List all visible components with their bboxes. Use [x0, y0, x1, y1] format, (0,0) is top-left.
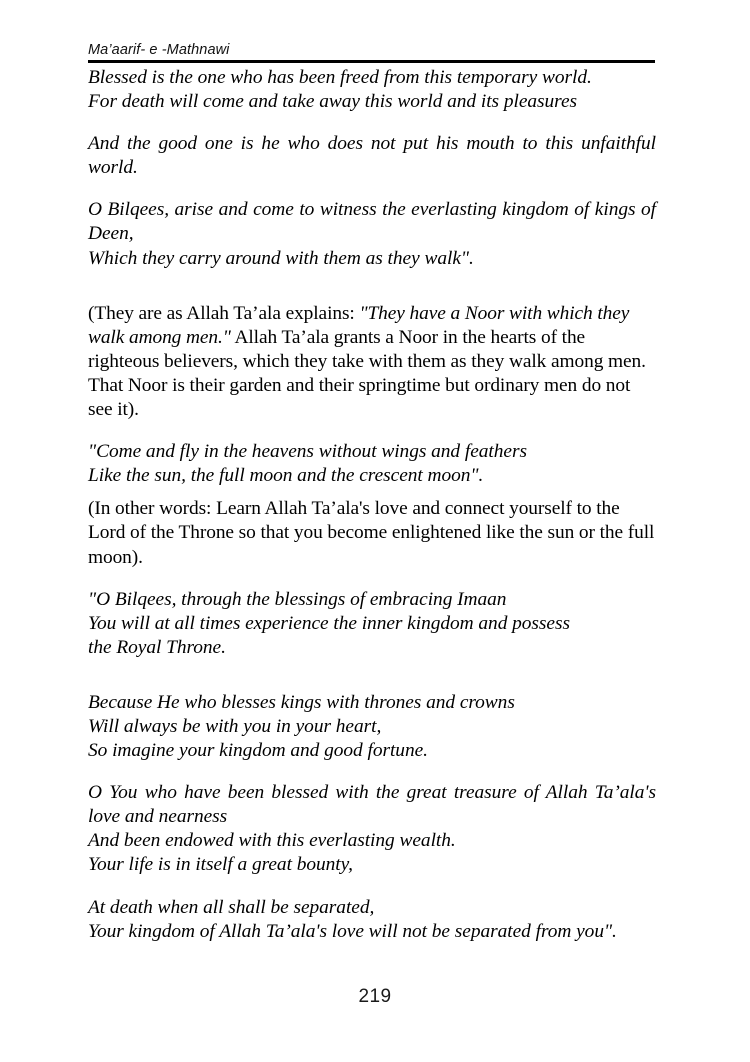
- block-spacer: [88, 180, 656, 198]
- verse-block: [88, 198, 656, 270]
- verse-line: O Bilqees, arise and come to witness the everlasting kingdom of kings of Deen,: [88, 199, 656, 245]
- block-spacer: [88, 878, 656, 896]
- block-spacer: [88, 570, 656, 588]
- block-spacer: [88, 763, 656, 781]
- paragraph-text: (They are as Allah Ta’ala explains:: [88, 302, 360, 324]
- verse-block: [88, 896, 656, 944]
- verse-line: Blessed is the one who has been freed from this temporary world.: [88, 67, 592, 88]
- verse-block: [88, 588, 656, 660]
- verse-line: O You who have been blessed with the great treasure of Allah Ta’ala's love and nearness: [88, 782, 656, 828]
- verse-line: Like the sun, the full moon and the crescent moon".: [88, 465, 484, 487]
- running-header: [88, 42, 655, 63]
- verse-line: "O Bilqees, through the blessings of embracing Imaan: [88, 588, 507, 610]
- verse-block: [88, 66, 656, 114]
- block-spacer: [88, 114, 656, 132]
- quoted-text: "They have a Noor with which they walk among men.": [88, 302, 630, 348]
- verse-line: the Royal Throne.: [88, 636, 226, 658]
- verse-line: Your kingdom of Allah Ta’ala's love will not be separated from you".: [88, 920, 617, 942]
- block-spacer: [88, 660, 656, 691]
- block-spacer: [88, 488, 656, 497]
- page-number: 219: [358, 986, 392, 1007]
- verse-line: You will at all times experience the inner kingdom and possess: [88, 612, 570, 634]
- verse-line: "Come and fly in the heavens without wings and feathers: [88, 441, 527, 463]
- paragraph-text: (In other words: Learn Allah Ta’ala's love and connect yourself to the Lord of the Throne so that you become enlightened like the sun or the full moon).: [88, 498, 655, 568]
- header-rule-divider: [88, 60, 655, 63]
- verse-block: [88, 691, 656, 763]
- block-spacer: [88, 271, 656, 302]
- verse-line: Because He who blesses kings with thrones and crowns: [88, 691, 515, 713]
- commentary-paragraph: [88, 497, 656, 569]
- header-title: Ma’aarif- e -Mathnawi: [88, 42, 230, 58]
- verse-block: [88, 132, 656, 180]
- verse-line: At death when all shall be separated,: [88, 896, 375, 918]
- verse-line: Will always be with you in your heart,: [88, 715, 382, 737]
- paragraph-text: Allah Ta’ala grants a Noor in the hearts of the righteous believers, which they take with them as they walk among men. That Noor is their garden and their springtime but ordinary men do not see it).: [88, 326, 646, 421]
- verse-line: And been endowed with this everlasting wealth.: [88, 830, 456, 852]
- block-spacer: [88, 422, 656, 440]
- verse-line: Your life is in itself a great bounty,: [88, 854, 353, 876]
- verse-block: [88, 781, 656, 877]
- verse-line: For death will come and take away this world and its pleasures: [88, 91, 577, 113]
- verse-line: So imagine your kingdom and good fortune.: [88, 740, 428, 762]
- verse-line: And the good one is he who does not put his mouth to this unfaithful world.: [88, 133, 656, 179]
- verse-line: Which they carry around with them as they walk".: [88, 247, 474, 269]
- body-text-flow: [88, 66, 656, 944]
- commentary-paragraph: [88, 302, 656, 422]
- verse-block: [88, 440, 656, 488]
